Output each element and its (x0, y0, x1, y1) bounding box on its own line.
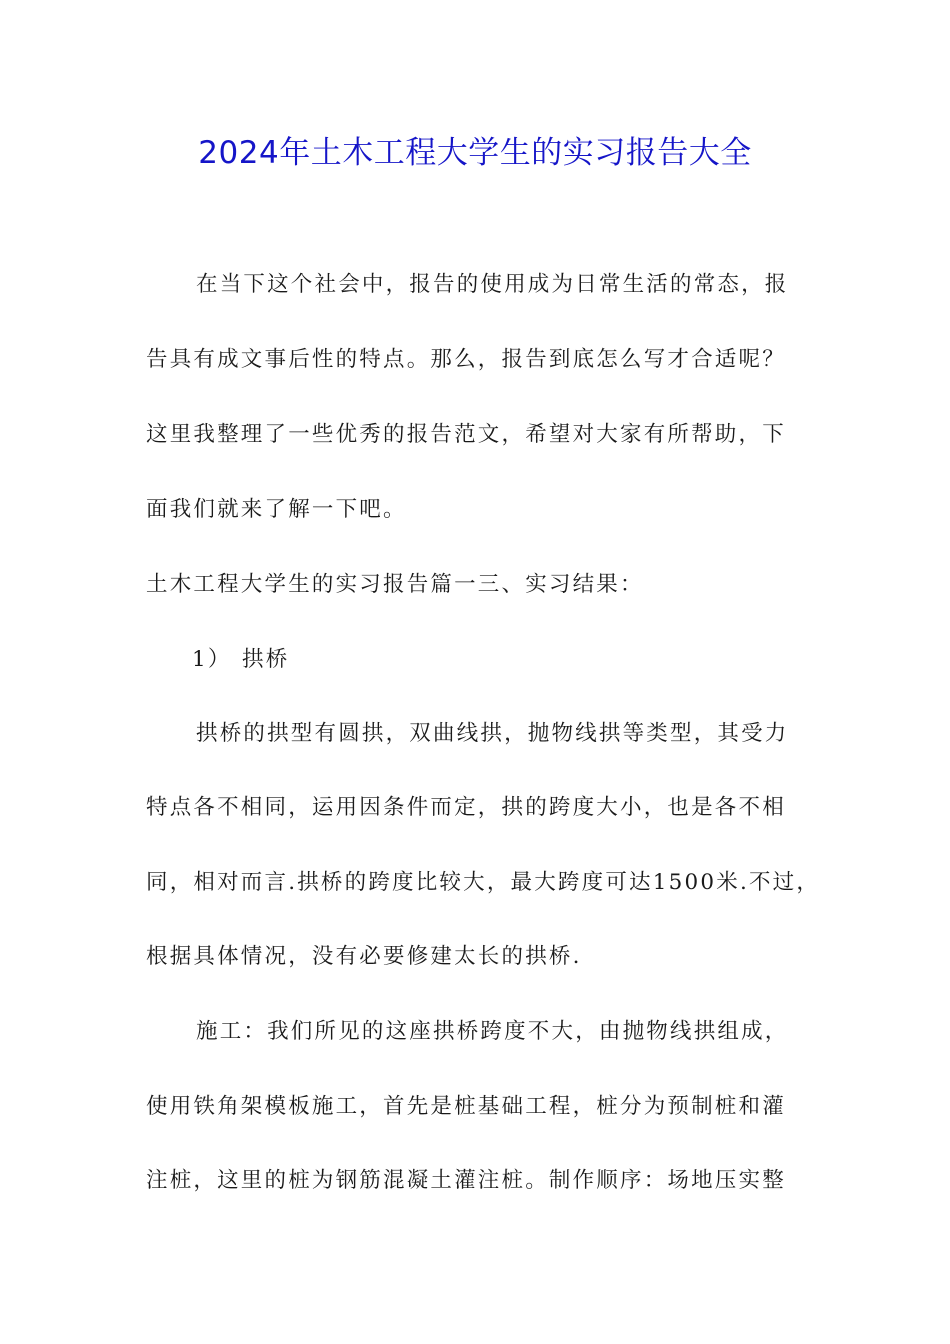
paragraph-line: 这里我整理了一些优秀的报告范文，希望对大家有所帮助，下 (146, 422, 786, 447)
paragraph-line: 告具有成文事后性的特点。那么，报告到底怎么写才合适呢？ (146, 347, 786, 372)
paragraph-line: 根据具体情况，没有必要修建太长的拱桥. (146, 944, 582, 969)
paragraph-line: 拱桥的拱型有圆拱，双曲线拱，抛物线拱等类型，其受力 (196, 721, 789, 746)
document-title: 2024年土木工程大学生的实习报告大全 (198, 135, 752, 171)
paragraph-line: 特点各不相同，运用因条件而定，拱的跨度大小，也是各不相 (146, 795, 786, 820)
paragraph-line: 在当下这个社会中，报告的使用成为日常生活的常态，报 (196, 272, 789, 297)
paragraph-line: 同，相对而言.拱桥的跨度比较大，最大跨度可达1500米.不过， (146, 870, 821, 895)
paragraph-line: 使用铁角架模板施工，首先是桩基础工程，桩分为预制桩和灌 (146, 1094, 786, 1119)
list-item-number: 1） (192, 647, 232, 672)
paragraph-line: 注桩，这里的桩为钢筋混凝土灌注桩。制作顺序：场地压实整 (146, 1168, 786, 1193)
paragraph-line: 面我们就来了解一下吧。 (146, 497, 407, 522)
paragraph-line: 施工：我们所见的这座拱桥跨度不大，由抛物线拱组成， (196, 1019, 789, 1044)
list-item-label: 拱桥 (242, 647, 290, 672)
section-heading: 土木工程大学生的实习报告篇一三、实习结果： (146, 572, 644, 597)
